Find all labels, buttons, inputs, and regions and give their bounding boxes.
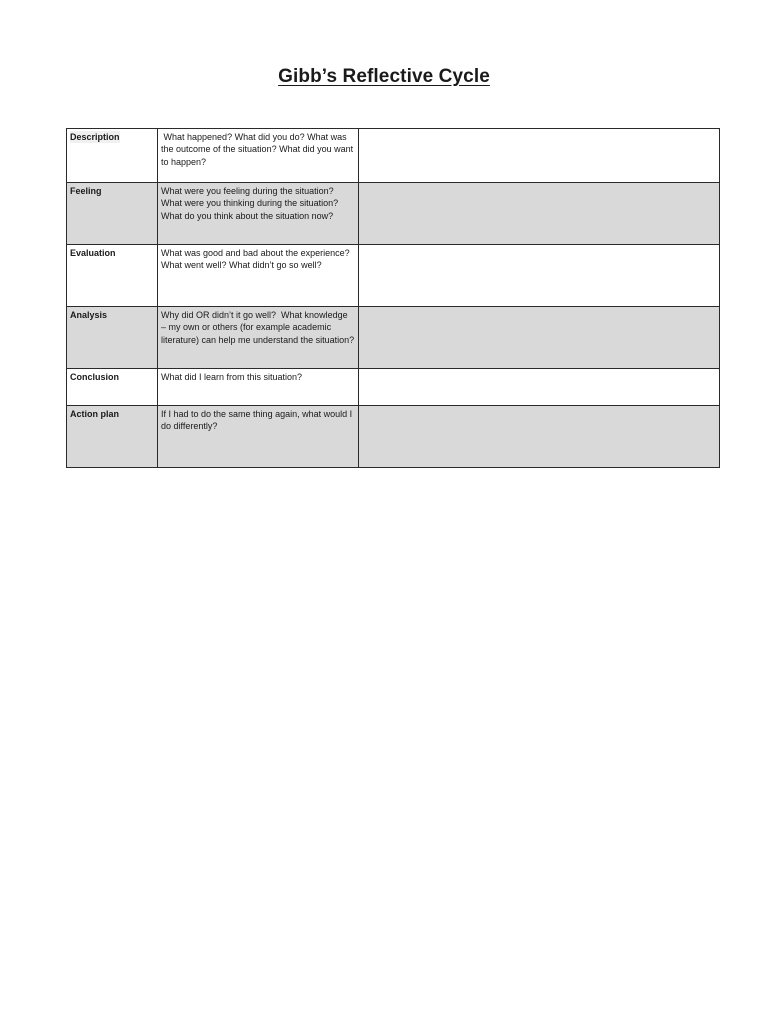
prompt-feeling: [158, 183, 359, 245]
stage-label-description: [67, 129, 158, 183]
stage-label-evaluation: Evaluation: [67, 245, 158, 307]
prompt-description: [158, 129, 359, 183]
prompt-action-plan: [158, 406, 359, 468]
stage-label-feeling: Feeling: [67, 183, 158, 245]
answer-cell-action-plan[interactable]: [359, 406, 720, 468]
prompt-text: What was good and bad about the experience? What went well? What didn’t go so well?: [161, 248, 353, 271]
prompt-text: What were you feeling during the situation? What were you thinking during the situation? What do you think about the situation now?: [161, 186, 341, 221]
document-title: Gibb’s Reflective Cycle: [278, 66, 490, 87]
answer-cell-description[interactable]: [359, 129, 720, 183]
prompt-text: Why did OR didn’t it go well? What knowledge – my own or others (for example academic literature) can help me understand the situation?: [161, 310, 355, 345]
prompt-text: What did I learn from this situation?: [161, 372, 303, 382]
prompt-text: If I had to do the same thing again, what would I do differently?: [161, 409, 353, 432]
prompt-evaluation: [158, 245, 359, 307]
prompt-analysis: [158, 307, 359, 369]
answer-cell-feeling[interactable]: [359, 183, 720, 245]
stage-label-text: Description: [70, 132, 120, 142]
reflective-cycle-table: [66, 128, 720, 468]
prompt-conclusion: [158, 369, 359, 406]
stage-label-analysis: Analysis: [67, 307, 158, 369]
table-row-description: [67, 129, 720, 183]
table-row-analysis: [67, 307, 720, 369]
answer-cell-analysis[interactable]: [359, 307, 720, 369]
table-row-action-plan: [67, 406, 720, 468]
stage-label-conclusion: Conclusion: [67, 369, 158, 406]
answer-cell-conclusion[interactable]: [359, 369, 720, 406]
table-row-conclusion: [67, 369, 720, 406]
prompt-text: What happened? What did you do? What was the outcome of the situation? What did you want to happen?: [161, 132, 356, 167]
stage-label-action-plan: Action plan: [67, 406, 158, 468]
table-row-evaluation: [67, 245, 720, 307]
table-row-feeling: [67, 183, 720, 245]
answer-cell-evaluation[interactable]: [359, 245, 720, 307]
